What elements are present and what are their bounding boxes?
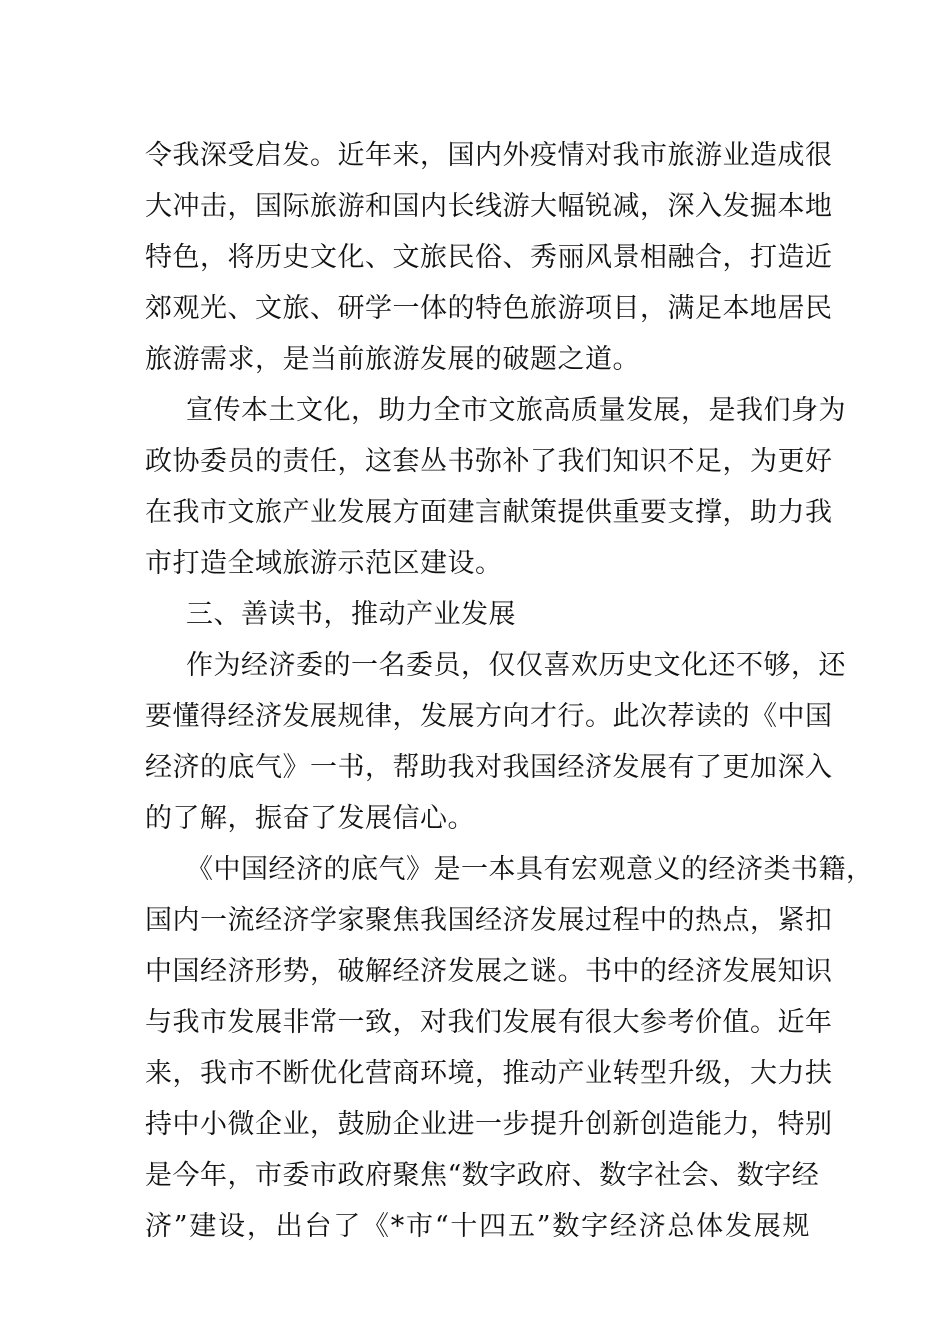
text-line: 令我深受启发。近年来，国内外疫情对我市旅游业造成很 (145, 140, 833, 171)
text-line: 大冲击，国际旅游和国内长线游大幅锐减，深入发掘本地 (145, 191, 833, 222)
text-line: 经济的底气》一书，帮助我对我国经济发展有了更加深入 (145, 752, 833, 783)
text-line: 持中小微企业，鼓励企业进一步提升创新创造能力，特别 (145, 1109, 833, 1140)
section-heading: 三、善读书，推动产业发展 (186, 599, 516, 630)
text-line: 作为经济委的一名委员，仅仅喜欢历史文化还不够，还 (186, 650, 846, 681)
text-line: 是今年，市委市政府聚焦“数字政府、数字社会、数字经 (145, 1160, 820, 1191)
text-line: 国内一流经济学家聚焦我国经济发展过程中的热点，紧扣 (145, 905, 833, 936)
text-line: 宣传本土文化，助力全市文旅高质量发展，是我们身为 (186, 395, 846, 426)
text-line: 《中国经济的底气》是一本具有宏观意义的经济类书籍， (186, 854, 874, 885)
text-line: 特色，将历史文化、文旅民俗、秀丽风景相融合，打造近 (145, 242, 833, 273)
text-line: 来，我市不断优化营商环境，推动产业转型升级，大力扶 (145, 1058, 833, 1089)
text-line: 与我市发展非常一致，对我们发展有很大参考价值。近年 (145, 1007, 833, 1038)
text-line: 旅游需求，是当前旅游发展的破题之道。 (145, 344, 640, 375)
text-line: 的了解，振奋了发展信心。 (145, 803, 475, 834)
text-line: 市打造全域旅游示范区建设。 (145, 548, 503, 579)
text-line: 要懂得经济发展规律，发展方向才行。此次荐读的《中国 (145, 701, 833, 732)
text-line: 郊观光、文旅、研学一体的特色旅游项目，满足本地居民 (145, 293, 833, 324)
text-line: 济”建设，出台了《*市“十四五”数字经济总体发展规 (145, 1211, 810, 1242)
text-line: 在我市文旅产业发展方面建言献策提供重要支撑，助力我 (145, 497, 833, 528)
body-text (145, 130, 874, 1252)
text-line: 中国经济形势，破解经济发展之谜。书中的经济发展知识 (145, 956, 833, 987)
text-line: 政协委员的责任，这套丛书弥补了我们知识不足，为更好 (145, 446, 833, 477)
